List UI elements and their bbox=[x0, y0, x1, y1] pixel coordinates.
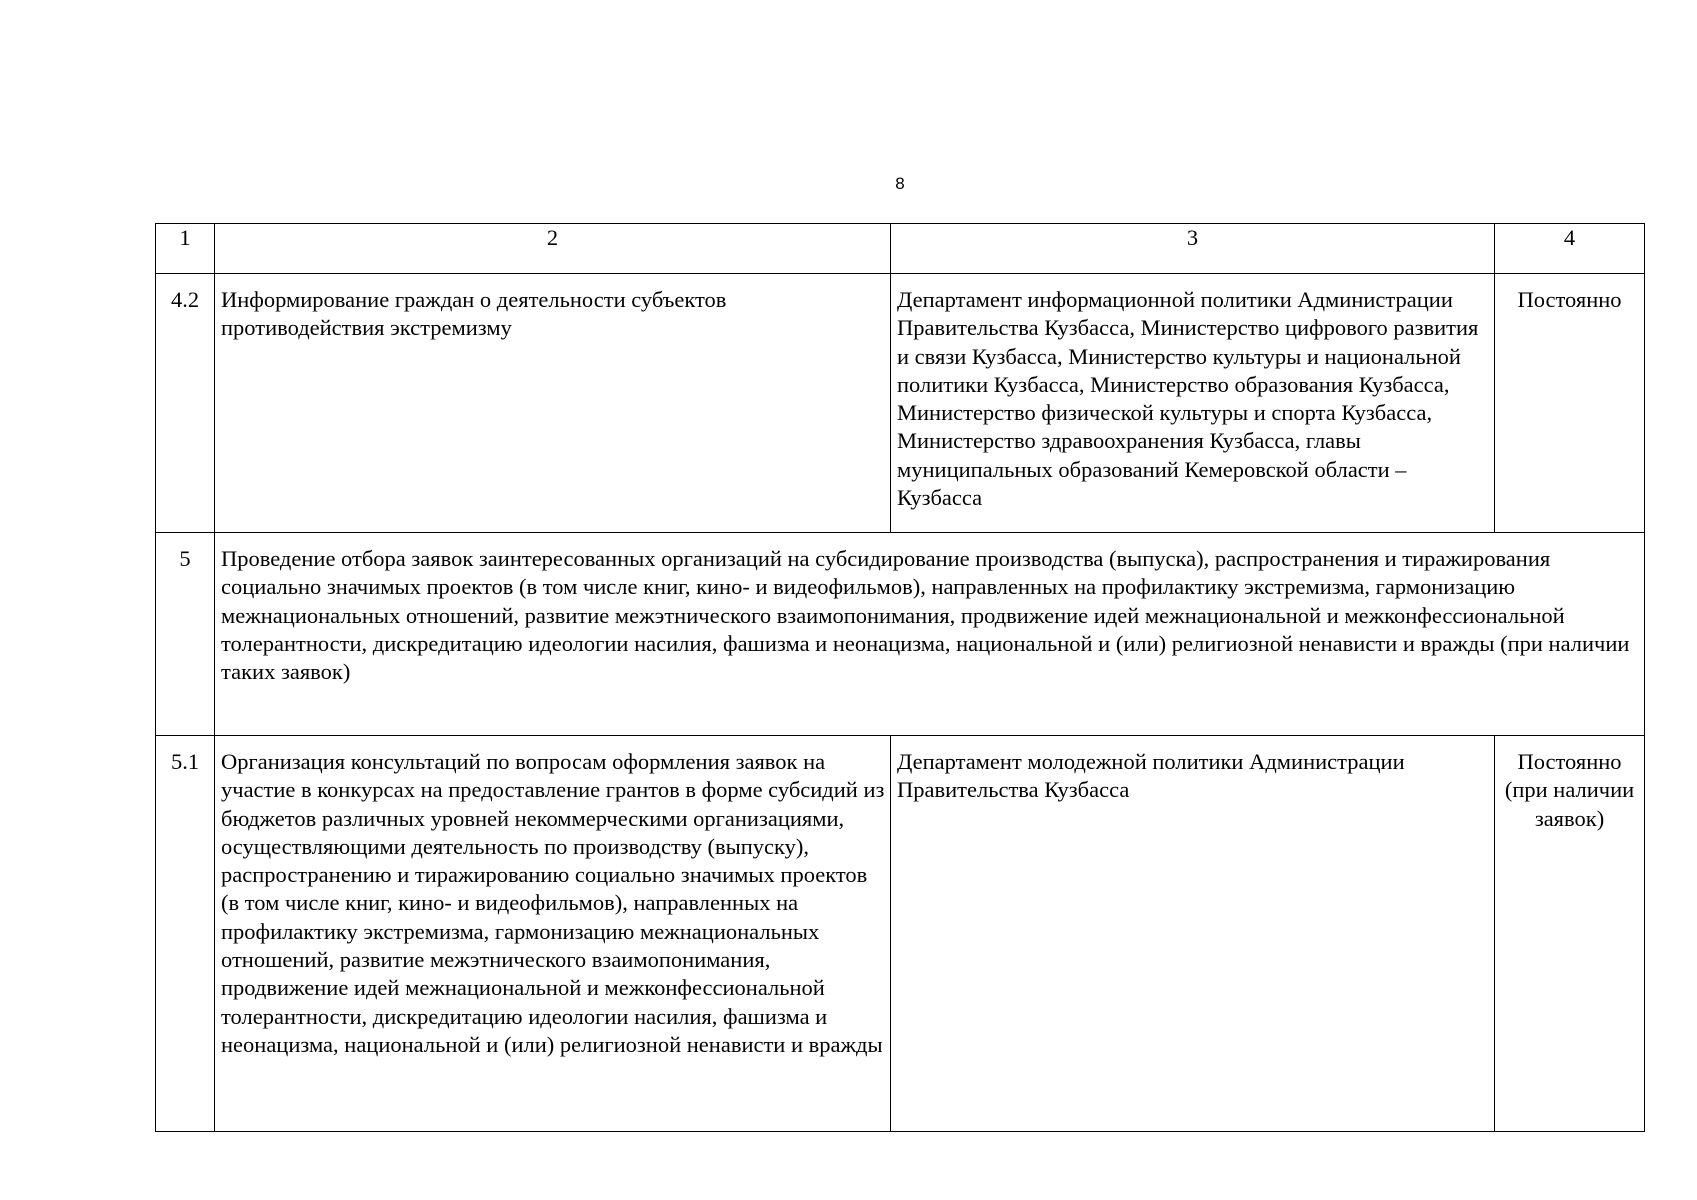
table-row bbox=[156, 736, 1645, 1132]
executors-text: Департамент информационной политики Администрации Правительства Кузбасса, Министерство цифрового развития и связи Кузбасса, Министерство культуры и национальной политики Кузбасса, Министерство образования Кузбасса, Министерство физической культуры и спорта Кузбасса, Министерство здравоохранения Кузбасса, главы муниципальных образований Кемеровской области – Кузбасса bbox=[891, 274, 1495, 533]
row-number: 5 bbox=[156, 533, 215, 736]
row-number: 5.1 bbox=[156, 736, 215, 1132]
column-number-3: 3 bbox=[891, 224, 1495, 274]
measure-text: Информирование граждан о деятельности субъектов противодействия экстремизму bbox=[215, 274, 891, 533]
action-plan-table bbox=[155, 223, 1645, 1132]
table-header-row bbox=[156, 224, 1645, 274]
term-text: Постоянно (при наличии заявок) bbox=[1495, 736, 1645, 1132]
term-text: Постоянно bbox=[1495, 274, 1645, 533]
section-title: Проведение отбора заявок заинтересованных организаций на субсидирование производства (выпуска), распространения и тиражирования социально значимых проектов (в том числе книг, кино- и видеофильмов), направленных на профилактику экстремизма, гармонизацию межнациональных отношений, развитие межэтнического взаимопонимания, продвижение идей межнациональной и межконфессиональной толерантности, дискредитацию идеологии насилия, фашизма и неонацизма, национальной и (или) религиозной ненависти и вражды (при наличии таких заявок) bbox=[215, 533, 1645, 736]
table-row bbox=[156, 274, 1645, 533]
executors-text: Департамент молодежной политики Администрации Правительства Кузбасса bbox=[891, 736, 1495, 1132]
measure-text: Организация консультаций по вопросам оформления заявок на участие в конкурсах на предоставление грантов в форме субсидий из бюджетов различных уровней некоммерческими организациями, осуществляющими деятельность по производству (выпуску), распространению и тиражированию социально значимых проектов (в том числе книг, кино- и видеофильмов), направленных на профилактику экстремизма, гармонизацию межнациональных отношений, развитие межэтнического взаимопонимания, продвижение идей межнациональной и межконфессиональной толерантности, дискредитацию идеологии насилия, фашизма и неонацизма, национальной и (или) религиозной ненависти и вражды bbox=[215, 736, 891, 1132]
column-number-4: 4 bbox=[1495, 224, 1645, 274]
row-number: 4.2 bbox=[156, 274, 215, 533]
column-number-2: 2 bbox=[215, 224, 891, 274]
column-number-1: 1 bbox=[156, 224, 215, 274]
page-number: 8 bbox=[895, 174, 905, 193]
table-section-row bbox=[156, 533, 1645, 736]
